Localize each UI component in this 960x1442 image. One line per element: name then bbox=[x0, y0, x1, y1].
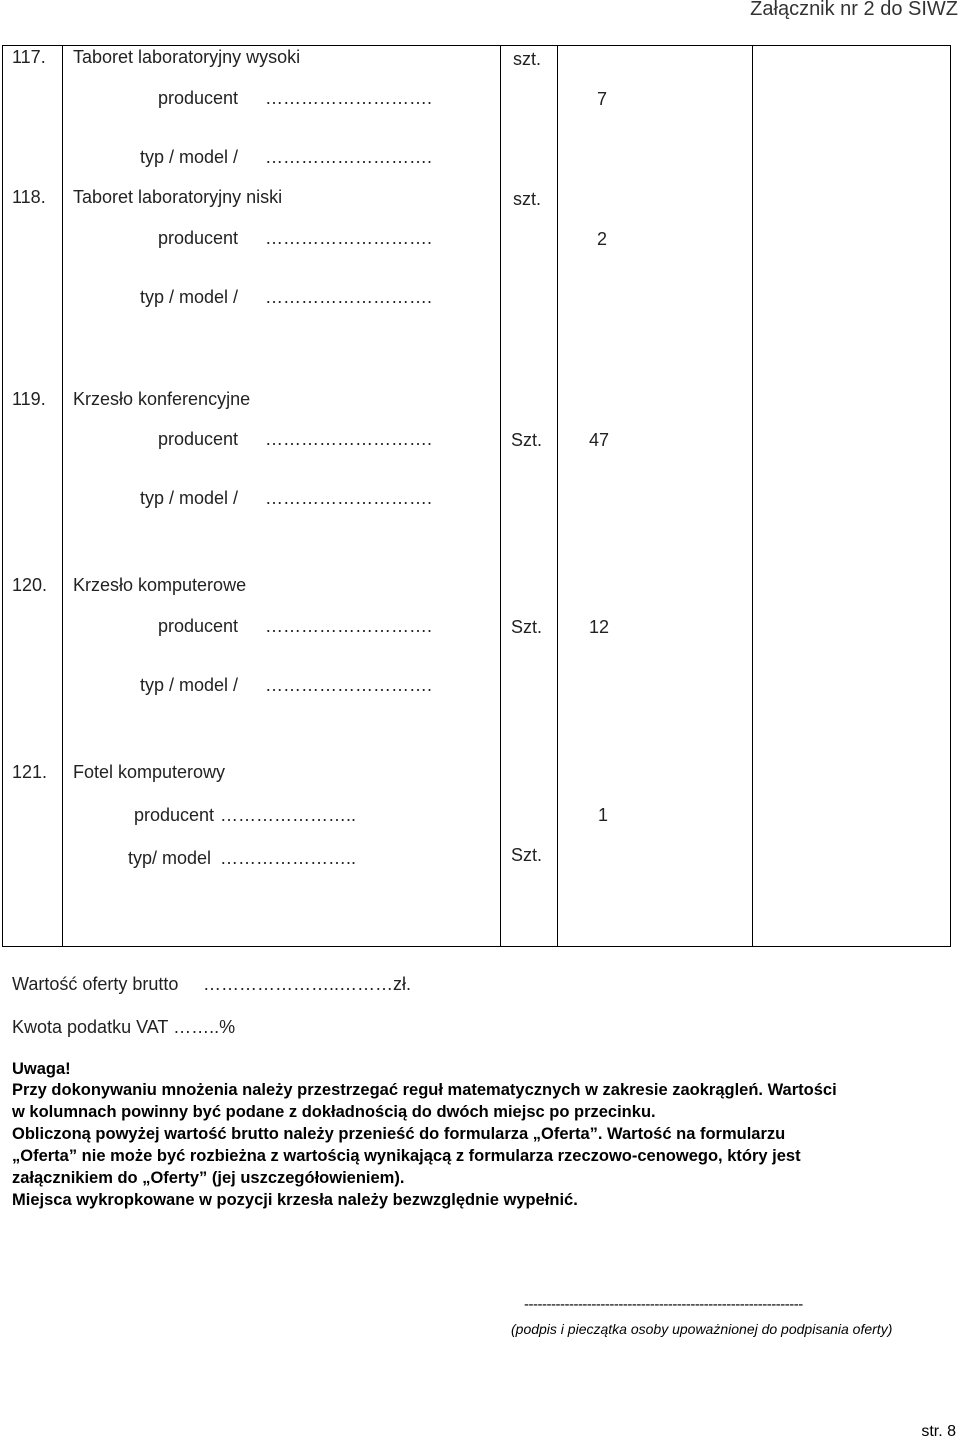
notes-title: Uwaga! bbox=[12, 1060, 71, 1078]
model-fill-field[interactable]: ………………….. bbox=[220, 848, 357, 868]
notes-line: „Oferta” nie może być rozbieżna z wartością wynikającą z formularza rzeczowo-cenowego, który jest bbox=[12, 1147, 801, 1165]
item-number: 121. bbox=[12, 762, 48, 782]
model-label: typ / model / bbox=[140, 488, 239, 508]
signature-line: -------------------------------------------------------------- bbox=[524, 1296, 803, 1313]
offer-value-field[interactable]: …………………..………zł. bbox=[203, 974, 412, 994]
producent-fill-field[interactable]: ………………………. bbox=[265, 616, 433, 636]
notes-line: załącznikiem do „Oferty” (jej uszczegółowieniem). bbox=[12, 1169, 405, 1187]
producent-fill-field[interactable]: ………………………. bbox=[265, 429, 433, 449]
item-quantity: 7 bbox=[597, 89, 608, 109]
table-col-divider-1 bbox=[62, 45, 63, 947]
producent-label: producent bbox=[158, 88, 239, 108]
item-number: 119. bbox=[12, 389, 46, 409]
model-fill-field[interactable]: ………………………. bbox=[265, 488, 433, 508]
offer-value-label: Wartość oferty brutto bbox=[12, 974, 179, 994]
producent-fill-field[interactable]: ………………………. bbox=[265, 88, 433, 108]
model-label: typ / model / bbox=[140, 147, 239, 167]
vat-amount-line: Kwota podatku VAT ……..% bbox=[12, 1017, 236, 1037]
model-fill-field[interactable]: ………………………. bbox=[265, 287, 433, 307]
table-col-left-border bbox=[2, 45, 3, 947]
item-unit: szt. bbox=[513, 189, 542, 209]
notes-line: Przy dokonywaniu mnożenia należy przestrzegać reguł matematycznych w zakresie zaokrągleń. Wartości bbox=[12, 1081, 837, 1099]
producent-label: producent bbox=[158, 228, 239, 248]
item-unit: Szt. bbox=[511, 845, 543, 865]
table-col-right-border bbox=[950, 45, 951, 947]
item-unit: szt. bbox=[513, 49, 542, 69]
producent-label: producent bbox=[158, 429, 239, 449]
signature-caption: (podpis i pieczątka osoby upoważnionej do podpisania oferty) bbox=[511, 1321, 893, 1337]
item-unit: Szt. bbox=[511, 617, 543, 637]
table-col-divider-2 bbox=[500, 45, 501, 947]
item-number: 118. bbox=[12, 187, 46, 207]
item-number: 120. bbox=[12, 575, 48, 595]
item-quantity: 47 bbox=[589, 430, 610, 450]
producent-fill-field[interactable]: ………………………. bbox=[265, 228, 433, 248]
producent-fill-field[interactable]: ………………….. bbox=[220, 805, 357, 825]
notes-line: Obliczoną powyżej wartość brutto należy przenieść do formularza „Oferta”. Wartość na formularzu bbox=[12, 1125, 786, 1143]
model-fill-field[interactable]: ………………………. bbox=[265, 675, 433, 695]
model-label: typ / model / bbox=[140, 675, 239, 695]
notes-line: Miejsca wykropkowane w pozycji krzesła należy bezwzględnie wypełnić. bbox=[12, 1191, 578, 1209]
item-name: Krzesło konferencyjne bbox=[73, 389, 251, 409]
item-name: Krzesło komputerowe bbox=[73, 575, 247, 595]
model-label: typ / model / bbox=[140, 287, 239, 307]
item-unit: Szt. bbox=[511, 430, 543, 450]
item-number: 117. bbox=[12, 47, 46, 67]
model-label: typ/ model bbox=[128, 848, 212, 868]
table-col-divider-4 bbox=[752, 45, 753, 947]
table-bottom-border bbox=[2, 946, 951, 947]
item-name: Taboret laboratoryjny niski bbox=[73, 187, 283, 207]
item-name: Taboret laboratoryjny wysoki bbox=[73, 47, 301, 67]
item-quantity: 2 bbox=[597, 229, 608, 249]
table-top-border bbox=[2, 45, 951, 46]
item-quantity: 1 bbox=[598, 805, 609, 825]
model-fill-field[interactable]: ………………………. bbox=[265, 147, 433, 167]
item-name: Fotel komputerowy bbox=[73, 762, 226, 782]
producent-label: producent bbox=[134, 805, 215, 825]
producent-label: producent bbox=[158, 616, 239, 636]
item-quantity: 12 bbox=[589, 617, 610, 637]
attachment-title: Załącznik nr 2 do SIWZ bbox=[750, 0, 958, 20]
table-col-divider-3 bbox=[557, 45, 558, 947]
notes-line: w kolumnach powinny być podane z dokładnością do dwóch miejsc po przecinku. bbox=[12, 1103, 656, 1121]
page-number: str. 8 bbox=[921, 1423, 956, 1440]
